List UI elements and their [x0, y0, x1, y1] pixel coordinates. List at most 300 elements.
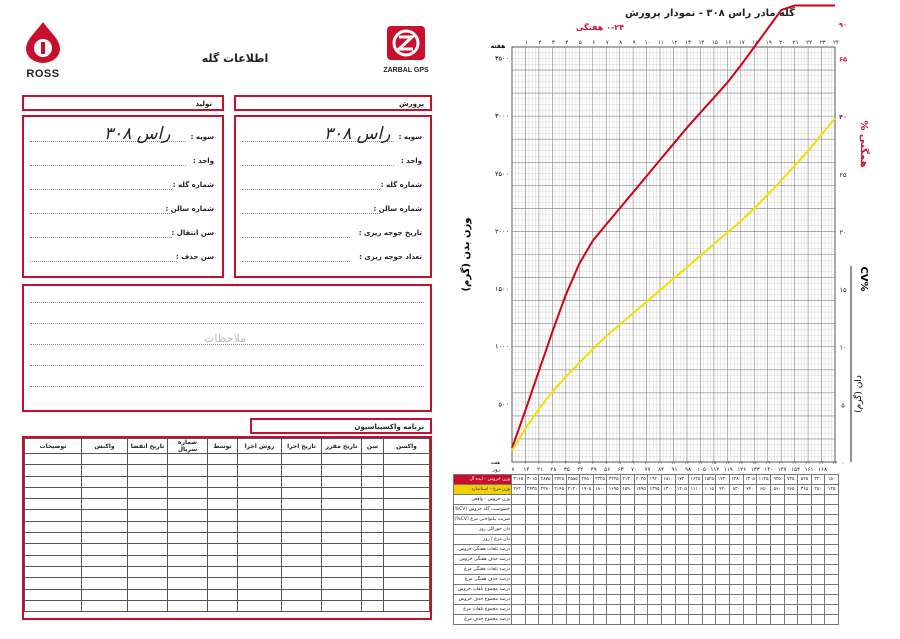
vacc-cell[interactable]	[384, 555, 430, 566]
weekly-cell[interactable]	[580, 605, 594, 615]
vacc-cell[interactable]	[322, 487, 362, 498]
weekly-cell[interactable]	[525, 505, 539, 515]
weekly-cell[interactable]	[702, 505, 716, 515]
vacc-cell[interactable]	[384, 510, 430, 521]
vacc-cell[interactable]	[208, 544, 238, 555]
vacc-cell[interactable]	[82, 533, 128, 544]
weekly-cell[interactable]	[648, 505, 662, 515]
weekly-cell[interactable]	[716, 595, 730, 605]
vacc-cell[interactable]	[238, 487, 282, 498]
vacc-cell[interactable]	[238, 544, 282, 555]
weekly-cell[interactable]	[730, 555, 744, 565]
weekly-cell[interactable]	[798, 495, 812, 505]
weekly-cell[interactable]	[580, 525, 594, 535]
weekly-cell[interactable]	[689, 605, 703, 615]
weekly-cell[interactable]	[566, 585, 580, 595]
weekly-cell[interactable]	[621, 565, 635, 575]
vacc-cell[interactable]	[168, 476, 208, 487]
weekly-cell[interactable]: ۹۲۰	[716, 485, 730, 495]
vacc-cell[interactable]	[238, 521, 282, 532]
weekly-cell[interactable]	[552, 505, 566, 515]
vacc-cell[interactable]	[322, 589, 362, 600]
weekly-cell[interactable]	[784, 555, 798, 565]
weekly-cell[interactable]	[593, 525, 607, 535]
weekly-cell[interactable]	[593, 535, 607, 545]
vacc-cell[interactable]	[282, 521, 322, 532]
weekly-cell[interactable]	[770, 565, 784, 575]
weekly-cell[interactable]	[702, 555, 716, 565]
vacc-cell[interactable]	[238, 454, 282, 465]
vacc-cell[interactable]	[238, 600, 282, 611]
weekly-cell[interactable]	[770, 605, 784, 615]
vacc-cell[interactable]	[282, 533, 322, 544]
weekly-cell[interactable]: ۱۵۹۰	[621, 485, 635, 495]
weekly-cell[interactable]	[621, 505, 635, 515]
weekly-cell[interactable]	[784, 545, 798, 555]
weekly-cell[interactable]	[525, 515, 539, 525]
weekly-cell[interactable]: ۱۳۰۵	[743, 475, 757, 485]
weekly-cell[interactable]: ۱۶۹۵	[607, 485, 621, 495]
weekly-cell[interactable]	[621, 525, 635, 535]
weekly-cell[interactable]	[689, 585, 703, 595]
weekly-cell[interactable]	[648, 495, 662, 505]
weekly-cell[interactable]	[539, 565, 553, 575]
weekly-cell[interactable]	[661, 545, 675, 555]
weekly-cell[interactable]	[689, 575, 703, 585]
vacc-cell[interactable]	[208, 476, 238, 487]
weekly-cell[interactable]	[825, 515, 839, 525]
weekly-cell[interactable]	[512, 545, 526, 555]
weekly-cell[interactable]	[716, 615, 730, 625]
weekly-cell[interactable]	[512, 555, 526, 565]
weekly-cell[interactable]	[621, 605, 635, 615]
weekly-cell[interactable]	[621, 575, 635, 585]
weekly-cell[interactable]	[539, 545, 553, 555]
vacc-cell[interactable]	[25, 544, 82, 555]
weekly-cell[interactable]	[675, 555, 689, 565]
weekly-cell[interactable]	[784, 595, 798, 605]
weekly-cell[interactable]	[702, 585, 716, 595]
vacc-cell[interactable]	[384, 589, 430, 600]
weekly-cell[interactable]	[675, 565, 689, 575]
weekly-cell[interactable]	[675, 495, 689, 505]
weekly-cell[interactable]	[730, 505, 744, 515]
weekly-cell[interactable]	[539, 525, 553, 535]
weekly-cell[interactable]	[675, 615, 689, 625]
vacc-cell[interactable]	[282, 578, 322, 589]
vacc-cell[interactable]	[82, 544, 128, 555]
weekly-cell[interactable]	[757, 545, 771, 555]
weekly-cell[interactable]: ۲۶۲۰	[512, 485, 526, 495]
weekly-cell[interactable]	[689, 615, 703, 625]
vacc-cell[interactable]	[25, 465, 82, 476]
weekly-cell[interactable]	[784, 535, 798, 545]
weekly-cell[interactable]	[607, 555, 621, 565]
weekly-cell[interactable]	[593, 575, 607, 585]
weekly-cell[interactable]: ۲۲۸۰	[539, 485, 553, 495]
weekly-cell[interactable]	[784, 565, 798, 575]
weekly-cell[interactable]	[648, 565, 662, 575]
weekly-cell[interactable]	[539, 555, 553, 565]
weekly-cell[interactable]	[634, 575, 648, 585]
weekly-cell[interactable]	[552, 525, 566, 535]
weekly-cell[interactable]	[784, 505, 798, 515]
weekly-cell[interactable]	[580, 615, 594, 625]
weekly-cell[interactable]: ۷۴۰	[743, 485, 757, 495]
weekly-cell[interactable]	[634, 515, 648, 525]
vacc-cell[interactable]	[128, 544, 168, 555]
weekly-cell[interactable]	[634, 505, 648, 515]
weekly-cell[interactable]	[525, 595, 539, 605]
vacc-cell[interactable]	[25, 578, 82, 589]
vacc-cell[interactable]	[384, 487, 430, 498]
weekly-cell[interactable]	[552, 595, 566, 605]
weekly-cell[interactable]: ۱۶۲۵	[689, 475, 703, 485]
weekly-cell[interactable]	[675, 515, 689, 525]
vacc-cell[interactable]	[82, 600, 128, 611]
weekly-cell[interactable]	[825, 525, 839, 535]
weekly-cell[interactable]	[798, 505, 812, 515]
weekly-cell[interactable]	[716, 565, 730, 575]
vacc-cell[interactable]	[25, 476, 82, 487]
weekly-cell[interactable]	[702, 525, 716, 535]
weekly-cell[interactable]	[716, 555, 730, 565]
vacc-cell[interactable]	[384, 476, 430, 487]
weekly-cell[interactable]	[512, 525, 526, 535]
weekly-cell[interactable]	[593, 605, 607, 615]
vacc-cell[interactable]	[384, 533, 430, 544]
weekly-cell[interactable]	[648, 555, 662, 565]
vacc-cell[interactable]	[168, 499, 208, 510]
weekly-cell[interactable]	[607, 575, 621, 585]
weekly-cell[interactable]	[716, 585, 730, 595]
weekly-cell[interactable]	[730, 605, 744, 615]
weekly-cell[interactable]	[593, 555, 607, 565]
vacc-cell[interactable]	[208, 578, 238, 589]
weekly-cell[interactable]	[539, 515, 553, 525]
vacc-cell[interactable]	[384, 566, 430, 577]
weekly-cell[interactable]: ۲۷۲۵	[552, 475, 566, 485]
vacc-cell[interactable]	[282, 555, 322, 566]
weekly-cell[interactable]	[512, 575, 526, 585]
weekly-cell[interactable]	[525, 555, 539, 565]
weekly-cell[interactable]: ۳۱۶۵	[512, 475, 526, 485]
vacc-cell[interactable]	[208, 600, 238, 611]
weekly-cell[interactable]	[621, 495, 635, 505]
weekly-cell[interactable]	[675, 575, 689, 585]
weekly-cell[interactable]	[539, 535, 553, 545]
weekly-cell[interactable]	[770, 595, 784, 605]
weekly-cell[interactable]	[702, 595, 716, 605]
weekly-cell[interactable]	[770, 535, 784, 545]
weekly-cell[interactable]	[784, 585, 798, 595]
vacc-cell[interactable]	[208, 465, 238, 476]
vacc-cell[interactable]	[25, 454, 82, 465]
weekly-cell[interactable]	[702, 565, 716, 575]
weekly-cell[interactable]	[607, 595, 621, 605]
weekly-cell[interactable]: ۲۸۷۵	[539, 475, 553, 485]
vacc-cell[interactable]	[362, 555, 384, 566]
weekly-cell[interactable]	[689, 505, 703, 515]
weekly-cell[interactable]	[716, 495, 730, 505]
weekly-cell[interactable]: ۵۶۰	[770, 485, 784, 495]
weekly-cell[interactable]	[512, 605, 526, 615]
weekly-cell[interactable]	[525, 495, 539, 505]
weekly-cell[interactable]	[512, 595, 526, 605]
weekly-cell[interactable]	[661, 595, 675, 605]
weekly-cell[interactable]	[634, 605, 648, 615]
weekly-cell[interactable]	[621, 545, 635, 555]
weekly-cell[interactable]	[743, 495, 757, 505]
weekly-cell[interactable]	[702, 615, 716, 625]
weekly-cell[interactable]	[607, 615, 621, 625]
weekly-cell[interactable]	[580, 575, 594, 585]
weekly-cell[interactable]	[512, 615, 526, 625]
vacc-cell[interactable]	[128, 499, 168, 510]
weekly-cell[interactable]	[689, 555, 703, 565]
weekly-cell[interactable]: ۲۳۲۵	[593, 475, 607, 485]
weekly-cell[interactable]: ۱۳۹۵	[648, 485, 662, 495]
weekly-cell[interactable]	[798, 535, 812, 545]
weekly-cell[interactable]	[552, 575, 566, 585]
weekly-cell[interactable]	[634, 555, 648, 565]
vacc-cell[interactable]	[322, 600, 362, 611]
weekly-cell[interactable]	[811, 505, 825, 515]
weekly-cell[interactable]	[593, 615, 607, 625]
vacc-cell[interactable]	[168, 533, 208, 544]
vacc-cell[interactable]	[128, 555, 168, 566]
weekly-cell[interactable]	[648, 615, 662, 625]
vacc-cell[interactable]	[322, 476, 362, 487]
weekly-cell[interactable]	[621, 555, 635, 565]
weekly-cell[interactable]	[552, 555, 566, 565]
weekly-cell[interactable]	[593, 495, 607, 505]
weekly-cell[interactable]	[566, 575, 580, 585]
weekly-cell[interactable]	[566, 595, 580, 605]
weekly-cell[interactable]	[757, 565, 771, 575]
weekly-cell[interactable]	[512, 515, 526, 525]
weekly-cell[interactable]	[702, 605, 716, 615]
vacc-cell[interactable]	[128, 566, 168, 577]
weekly-cell[interactable]	[525, 565, 539, 575]
weekly-cell[interactable]	[607, 525, 621, 535]
weekly-cell[interactable]: ۱۵۰	[825, 475, 839, 485]
weekly-cell[interactable]	[825, 595, 839, 605]
vacc-cell[interactable]	[322, 510, 362, 521]
vacc-cell[interactable]	[208, 589, 238, 600]
weekly-cell[interactable]	[621, 515, 635, 525]
weekly-cell[interactable]	[593, 565, 607, 575]
weekly-cell[interactable]	[784, 575, 798, 585]
weekly-cell[interactable]	[675, 545, 689, 555]
weekly-cell[interactable]	[607, 565, 621, 575]
weekly-cell[interactable]	[757, 495, 771, 505]
vacc-cell[interactable]	[238, 465, 282, 476]
weekly-cell[interactable]: ۱۱۱۰	[689, 485, 703, 495]
weekly-cell[interactable]	[825, 575, 839, 585]
vacc-cell[interactable]	[168, 600, 208, 611]
weekly-cell[interactable]	[743, 595, 757, 605]
weekly-cell[interactable]	[675, 595, 689, 605]
weekly-cell[interactable]: ۲۴۳۵	[525, 485, 539, 495]
weekly-cell[interactable]: ۸۳۰	[730, 485, 744, 495]
vacc-cell[interactable]	[208, 555, 238, 566]
vacc-cell[interactable]	[208, 454, 238, 465]
weekly-cell[interactable]	[716, 505, 730, 515]
vacc-cell[interactable]	[25, 600, 82, 611]
vacc-cell[interactable]	[128, 510, 168, 521]
weekly-cell[interactable]	[716, 545, 730, 555]
weekly-cell[interactable]: ۱۹۲۰	[648, 475, 662, 485]
weekly-cell[interactable]	[702, 545, 716, 555]
weekly-cell[interactable]	[552, 585, 566, 595]
vacc-cell[interactable]	[128, 578, 168, 589]
weekly-cell[interactable]	[811, 535, 825, 545]
weekly-cell[interactable]	[811, 585, 825, 595]
weekly-cell[interactable]	[661, 525, 675, 535]
vacc-cell[interactable]	[25, 499, 82, 510]
weekly-cell[interactable]	[525, 545, 539, 555]
weekly-cell[interactable]	[730, 575, 744, 585]
weekly-cell[interactable]	[552, 545, 566, 555]
vacc-cell[interactable]	[362, 476, 384, 487]
weekly-cell[interactable]	[716, 515, 730, 525]
vacc-cell[interactable]	[362, 487, 384, 498]
weekly-cell[interactable]	[525, 575, 539, 585]
weekly-cell[interactable]	[811, 565, 825, 575]
weekly-cell[interactable]	[811, 525, 825, 535]
weekly-cell[interactable]	[743, 585, 757, 595]
vacc-cell[interactable]	[362, 600, 384, 611]
vacc-cell[interactable]	[25, 555, 82, 566]
weekly-cell[interactable]	[770, 585, 784, 595]
weekly-cell[interactable]	[634, 545, 648, 555]
weekly-cell[interactable]	[716, 605, 730, 615]
weekly-cell[interactable]	[566, 615, 580, 625]
vacc-cell[interactable]	[282, 476, 322, 487]
weekly-cell[interactable]	[675, 525, 689, 535]
weekly-cell[interactable]	[770, 505, 784, 515]
weekly-cell[interactable]	[825, 535, 839, 545]
weekly-cell[interactable]	[675, 585, 689, 595]
weekly-cell[interactable]	[770, 515, 784, 525]
weekly-cell[interactable]	[770, 545, 784, 555]
weekly-cell[interactable]	[539, 575, 553, 585]
vacc-cell[interactable]	[168, 544, 208, 555]
weekly-cell[interactable]	[730, 495, 744, 505]
weekly-cell[interactable]	[580, 565, 594, 575]
weekly-cell[interactable]	[825, 545, 839, 555]
weekly-cell[interactable]	[811, 545, 825, 555]
weekly-cell[interactable]: ۲۰۲۰	[566, 485, 580, 495]
vacc-cell[interactable]	[384, 600, 430, 611]
vacc-cell[interactable]	[128, 476, 168, 487]
weekly-cell[interactable]	[607, 535, 621, 545]
weekly-cell[interactable]: ۱۸۱۰	[661, 475, 675, 485]
weekly-cell[interactable]	[512, 505, 526, 515]
weekly-cell[interactable]	[661, 555, 675, 565]
vacc-cell[interactable]	[25, 566, 82, 577]
vacc-cell[interactable]	[82, 521, 128, 532]
weekly-cell[interactable]	[798, 525, 812, 535]
weekly-cell[interactable]	[580, 585, 594, 595]
weekly-cell[interactable]	[784, 515, 798, 525]
weekly-cell[interactable]	[770, 555, 784, 565]
weekly-cell[interactable]	[593, 505, 607, 515]
weekly-cell[interactable]	[798, 605, 812, 615]
vacc-cell[interactable]	[168, 510, 208, 521]
vacc-cell[interactable]	[322, 521, 362, 532]
vacc-cell[interactable]	[128, 487, 168, 498]
vacc-cell[interactable]	[282, 589, 322, 600]
weekly-cell[interactable]	[743, 525, 757, 535]
weekly-cell[interactable]	[634, 495, 648, 505]
vacc-cell[interactable]	[362, 465, 384, 476]
vacc-cell[interactable]	[282, 544, 322, 555]
weekly-cell[interactable]: ۱۴۹۵	[634, 485, 648, 495]
vacc-cell[interactable]	[362, 589, 384, 600]
weekly-cell[interactable]	[757, 575, 771, 585]
vacc-cell[interactable]	[25, 487, 82, 498]
weekly-cell[interactable]	[634, 585, 648, 595]
weekly-cell[interactable]: ۱۰۱۵	[702, 485, 716, 495]
weekly-cell[interactable]	[566, 505, 580, 515]
weekly-cell[interactable]	[621, 585, 635, 595]
weekly-cell[interactable]	[512, 535, 526, 545]
vacc-cell[interactable]	[384, 521, 430, 532]
weekly-cell[interactable]: ۳۶۵	[798, 485, 812, 495]
vacc-cell[interactable]	[362, 499, 384, 510]
weekly-cell[interactable]	[661, 605, 675, 615]
weekly-cell[interactable]	[811, 575, 825, 585]
weekly-cell[interactable]	[566, 565, 580, 575]
vacc-cell[interactable]	[322, 499, 362, 510]
weekly-cell[interactable]	[784, 605, 798, 615]
weekly-cell[interactable]	[593, 585, 607, 595]
weekly-cell[interactable]	[743, 515, 757, 525]
vacc-cell[interactable]	[362, 566, 384, 577]
weekly-cell[interactable]	[648, 545, 662, 555]
weekly-cell[interactable]	[552, 535, 566, 545]
weekly-cell[interactable]	[743, 565, 757, 575]
weekly-cell[interactable]	[811, 495, 825, 505]
weekly-cell[interactable]	[661, 575, 675, 585]
weekly-cell[interactable]	[566, 495, 580, 505]
weekly-cell[interactable]	[757, 535, 771, 545]
weekly-cell[interactable]	[580, 495, 594, 505]
weekly-cell[interactable]	[580, 505, 594, 515]
vacc-cell[interactable]	[82, 487, 128, 498]
vacc-cell[interactable]	[82, 578, 128, 589]
weekly-cell[interactable]	[648, 595, 662, 605]
weekly-cell[interactable]	[593, 545, 607, 555]
vacc-cell[interactable]	[384, 499, 430, 510]
weekly-cell[interactable]	[811, 515, 825, 525]
weekly-cell[interactable]	[689, 495, 703, 505]
weekly-cell[interactable]: ۱۲۰۵	[675, 485, 689, 495]
weekly-cell[interactable]	[661, 515, 675, 525]
weekly-cell[interactable]	[607, 545, 621, 555]
weekly-cell[interactable]: ۲۵۸۵	[566, 475, 580, 485]
weekly-cell[interactable]	[798, 555, 812, 565]
vacc-cell[interactable]	[82, 476, 128, 487]
weekly-cell[interactable]	[661, 585, 675, 595]
vacc-cell[interactable]	[282, 600, 322, 611]
weekly-cell[interactable]	[566, 545, 580, 555]
weekly-cell[interactable]	[825, 585, 839, 595]
weekly-cell[interactable]: ۴۶۵	[784, 485, 798, 495]
weekly-cell[interactable]	[770, 615, 784, 625]
